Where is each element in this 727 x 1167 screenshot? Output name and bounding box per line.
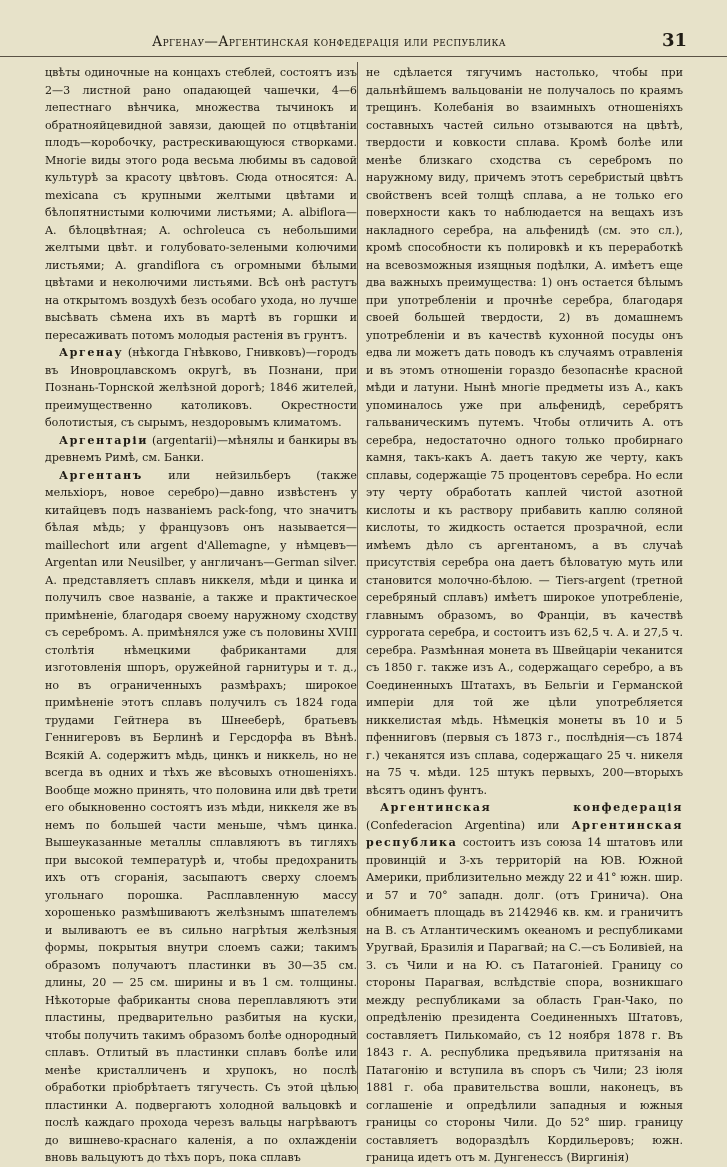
entry-headword: Аргенау [59, 346, 124, 359]
entry-text: состоитъ изъ союза 14 штатовъ или провинцій и 3-хъ территорій на ЮВ. Южной Америки, приблизительно между 22 и 41° южн. шир. и 57 и 70° западн. долг. (отъ Гринича). Она обнимаетъ площадь въ 2142946 кв. км. и граничитъ на В. съ Атлантическимъ океаномъ и республиками Уругвай, Бразилія и Парагвай; на С.—съ Боливіей, на З. съ Чили и на Ю. съ Патагоніей. Границу со стороны Парагвая, вслѣдствіе спора, возникшаго между республиками за область Гран-Чако, по опредѣленію президента Соединенныхъ Штатовъ, составляетъ Пилькомайо, съ 12 ноября 1878 г. Въ 1843 г. А. республика предъявила притязанія на Патагонію и вступила въ споръ съ Чили; 23 іюля 1881 г. оба правительства вошли, наконецъ, въ соглашеніе и опредѣлили западныя и южныя границы со стороны Чили. До 52° шир. границу составляетъ водораздѣлъ Кордильеровъ; южн. граница идетъ отъ м. Дунгенессъ (Виргинія) [366, 836, 683, 1164]
entry-paragraph [45, 432, 357, 467]
entry-headword: Аргентинская республика [366, 818, 683, 849]
entry-paragraph [366, 799, 683, 1167]
entry-headword: Аргентанъ [59, 468, 143, 482]
entry-paragraph [45, 344, 357, 432]
entry-headword: Аргентинская конфедерація [380, 801, 683, 814]
running-title: Аргенау—Аргентинская конфедерація или республика [152, 34, 506, 50]
paragraph-text: не сдѣлается тягучимъ настолько, чтобы при дальнѣйшемъ вальцованіи не получалось по краямъ трещинъ. Колебанія во взаимныхъ отношеніяхъ составныхъ частей сильно отзываются на цвѣтѣ, твердости и ковкости сплава. Кромѣ болѣе или менѣе близкаго сходства съ серебромъ по наружному виду, причемъ этотъ серебристый цвѣтъ свойственъ всей толщѣ сплава, а не только его поверхности какъ то наблюдается на вещахъ изъ накладного серебра, на альфенидѣ (см. это сл.), кромѣ способности къ полировкѣ и къ переработкѣ на всевозможныя изящныя подѣлки, А. имѣетъ еще два важныхъ преимущества: 1) онъ остается бѣлымъ при употребленіи и прочнѣе серебра, благодаря своей большей твердости, 2) въ домашнемъ употребленіи и въ качествѣ кухонной посуды онъ едва ли можетъ дать поводъ къ случаямъ отравленія и въ этомъ отношеніи гораздо безопаснѣе красной мѣди и латуни. Нынѣ многіе предметы изъ А., какъ упоминалось уже при альфенидѣ, серебрятъ гальваническимъ путемъ. Чтобы отличить А. отъ серебра, недостаточно одного только пробирнаго камня, такъ-какъ А. даетъ такую же черту, какъ сплавы, содержащіе 75 процентовъ серебра. Но если эту черту обработать каплей чистой азотной кислоты и къ раствору прибавить каплю соляной кислоты, то жидкость остается прозрачной, если имѣемъ дѣло съ аргентаномъ, а въ случаѣ присутствія серебра она даетъ бѣловатую муть или становится молочно-бѣлою. — Tiers-argent (третной серебряный сплавъ) имѣетъ широкое употребленіе, главнымъ образомъ, во Франціи, въ качествѣ суррогата серебра, и состоитъ изъ 62,5 ч. А. и 27,5 ч. серебра. Размѣнная монета въ Швейцаріи чеканится съ 1850 г. также изъ А., содержащаго серебро, а въ Соединенныхъ Штатахъ, въ Бельгіи и Германской имперіи для той же цѣли употребляется никкелистая мѣдь. Нѣмецкія монеты въ 10 и 5 пфенниговъ (первыя съ 1873 г., послѣднія—съ 1874 г.) чеканятся изъ сплава, содержащаго 25 ч. никеля на 75 ч. мѣди. 125 штукъ первыхъ, 200—вторыхъ вѣсятъ одинъ фунтъ. [366, 66, 683, 797]
entry-text: (нѣкогда Гнѣвково, Гнивковъ)—городъ въ Иновроцлавскомъ округѣ, въ Познани, при Познань-Торнской желѣзной дорогѣ; 1846 жителей, преимущественно католиковъ. Окрестности болотистыя, съ сырымъ, нездоровымъ климатомъ. [45, 346, 357, 429]
entry-headword: Аргентаріи [59, 433, 149, 447]
page-header [0, 30, 727, 57]
paragraph [366, 64, 683, 799]
page-number: 31 [661, 30, 687, 51]
column-divider [357, 62, 358, 1094]
entry-text: или нейзильберъ (также мельхіоръ, новое серебро)—давно извѣстенъ у китайцевъ подъ названіемъ pack-fong, что значитъ бѣлая мѣдь; у французовъ онъ называется—maillechort или argent d'Allemagne, у нѣмцевъ—Argentan или Neusilber, у англичанъ—German silver. А. представляетъ сплавъ никкеля, мѣди и цинка и получилъ свое названіе, а также и практическое примѣненіе, благодаря своему наружному сходству съ серебромъ. А. примѣнялся уже съ половины XVIII столѣтія нѣмецкими фабрикантами для изготовленія шпоръ, оружейной гарнитуры и т. д., но въ ограниченныхъ размѣрахъ; широкое примѣненіе этотъ сплавъ получилъ съ 1824 года трудами Гейтнера въ Шнееберѣ, братьевъ Геннигеровъ въ Берлинѣ и Герсдорфа въ Вѣнѣ. Всякій А. содержитъ мѣдь, цинкъ и никкель, но не всегда въ одних и тѣхъ же вѣсовыхъ отношеніяхъ. Вообще можно принять, что половина или двѣ трети его обыкновенно состоятъ изъ мѣди, никкеля же въ немъ по большей части меньше, чѣмъ цинка. Вышеуказанные металлы сплавляютъ въ тигляхъ при высокой температурѣ и, чтобы предохранить ихъ отъ сгоранія, засыпаютъ сверху слоемъ угольнаго порошка. Расплавленную массу хорошенько размѣшиваютъ желѣзнымъ шпателемъ и выливаютъ ее въ сильно нагрѣтыя желѣзныя формы, покрытыя внутри слоемъ сажи; такимъ образомъ получаютъ пластинки въ 30—35 см. длины, 20 — 25 см. ширины и въ 1 см. толщины. Нѣкоторые фабриканты снова переплавляютъ эти пластины, предварительно разбитыя на куски, чтобы получить такимъ образомъ болѣе однородный сплавъ. Отлитый въ пластинки сплавъ болѣе или менѣе кристалличенъ и хрупокъ, но послѣ обработки пріобрѣтаетъ тягучесть. Съ этой цѣлью пластинки А. подвергаютъ холодной вальцовкѣ и послѣ каждаго прохода черезъ вальцы нагрѣваютъ до вишнево-краснаго каленія, а по охлажденіи вновь вальцуютъ до тѣхъ поръ, пока сплавъ [45, 468, 357, 1164]
entry-text: (argentarii)—мѣнялы и банкиры въ древнемъ Римѣ, см. Банки. [45, 433, 357, 464]
left-column [45, 64, 357, 1164]
entry-paragraph [45, 467, 357, 1167]
entry-text: (Confederacion Argentina) или [366, 818, 572, 832]
right-column [366, 64, 683, 1164]
paragraph [45, 64, 357, 344]
paragraph-text: цвѣты одиночные на концахъ стеблей, состоятъ изъ 2—3 листной рано опадающей чашечки, 4—6 лепестнаго вѣнчика, множества тычинокъ и обратнояйцевидной завязи, дающей по отцвѣтаніи плодъ—коробочку, растрескивающуюся створками. Многіе виды этого рода весьма любимы въ садовой культурѣ за красоту цвѣтовъ. Сюда относятся: A. mexicana съ крупными желтыми цвѣтами и бѣлопятнистыми колючими листьями; A. albiflora—A. бѣлоцвѣтная; A. ochroleuca съ небольшими желтыми цвѣт. и голубовато-зелеными колючими листьями; A. grandiflora съ огромными бѣлыми цвѣтами и неколючими листьями. Всѣ онѣ растутъ на открытомъ воздухѣ безъ особаго ухода, но лучше высѣвать сѣмена ихъ въ мартѣ въ горшки и пересаживать потомъ молодыя растенія въ грунтъ. [45, 66, 357, 342]
